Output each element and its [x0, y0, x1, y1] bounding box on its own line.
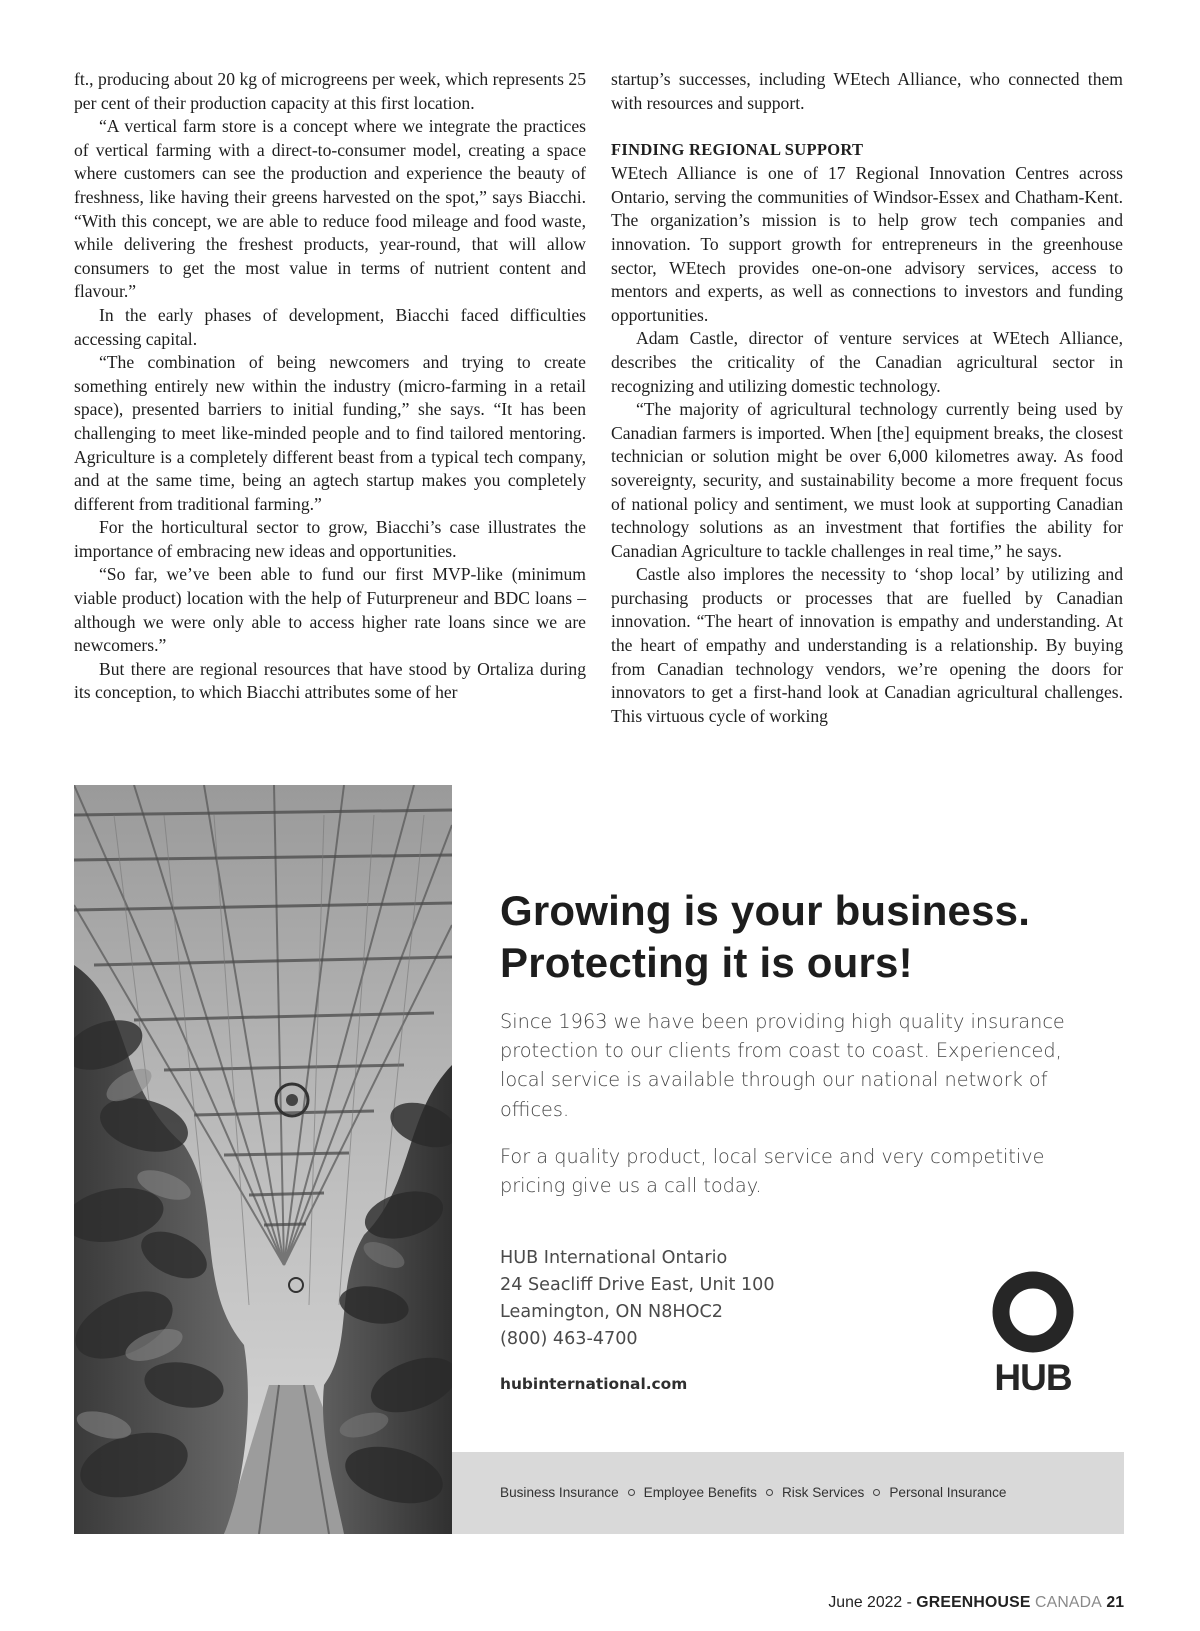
- article-paragraph: “The combination of being newcomers and trying to create something entirely new within the industry (micro-farming in a retail space), presented barriers to initial funding,” she says. “It has been challenging to meet like-minded people and to find tailored mentoring. Agriculture is a completely different beast from a typical tech company, and at the same time, being an agtech startup makes you completely different from traditional farming.”: [74, 352, 586, 514]
- ad-services-bar: [452, 1452, 1124, 1534]
- service-item: Personal Insurance: [889, 1485, 1007, 1500]
- hub-logo-text: HUB: [994, 1357, 1072, 1398]
- article-paragraph: Castle also implores the necessity to ‘shop local’ by utilizing and purchasing products or processes that are fuelled by Canadian innovation. “The heart of innovation is empathy and understanding. At the heart of empathy and understanding is a relationship. By buying from Canadian technology vendors, we’re opening the doors for innovators to get a first-hand look at Canadian agricultural challenges. This virtuous cycle of working: [611, 564, 1123, 726]
- article-paragraph: ft., producing about 20 kg of microgreens per week, which represents 25 per cent of their production capacity at this first location.: [74, 69, 586, 113]
- services-list: [500, 1485, 1006, 1500]
- article-paragraph: Adam Castle, director of venture services at WEtech Alliance, describes the criticality of the Canadian agricultural sector in recognizing and utilizing domestic technology.: [611, 328, 1123, 396]
- headline-line-1: Growing is your business.: [500, 887, 1031, 934]
- article-left-column: [74, 68, 586, 705]
- ad-paragraph: Since 1963 we have been providing high quality insurance protection to our clients from coast to coast. Experienced, local service is available through our national network of offices.: [500, 1010, 1065, 1121]
- magazine-name: GREENHOUSE: [916, 1594, 1031, 1611]
- bullet-icon: [766, 1489, 773, 1496]
- article-paragraph: “A vertical farm store is a concept where we integrate the practices of vertical farming with a direct-to-consumer model, creating a space where customers can see the production and experience the beauty of freshness, like having their greens harvested on the spot,” says Biacchi. “With this concept, we are able to reduce food mileage and food waste, while delivering the freshest products, year-round, that will allow consumers to get the most value in terms of nutrient content and flavour.”: [74, 116, 586, 302]
- article-paragraph: “The majority of agricultural technology currently being used by Canadian farmers is imported. When [the] equipment breaks, the closest technician or solution might be over 6,000 kilometres away. As food sovereignty, security, and sustainability become a more frequent focus of national policy and sentiment, we must look at supporting Canadian technology solutions as an investment that fortifies the ability for Canadian Agriculture to tackle challenges in real time,” he says.: [611, 399, 1123, 561]
- service-item: Employee Benefits: [643, 1485, 757, 1500]
- website-link[interactable]: hubinternational.com: [500, 1375, 688, 1394]
- service-item: Business Insurance: [500, 1485, 619, 1500]
- section-heading: FINDING REGIONAL SUPPORT: [611, 140, 864, 160]
- bullet-icon: [873, 1489, 880, 1496]
- address-line: Leamington, ON N8HOC2: [500, 1302, 723, 1323]
- page-number: 21: [1106, 1594, 1124, 1611]
- phone-number[interactable]: (800) 463-4700: [500, 1329, 638, 1350]
- article-paragraph: WEtech Alliance is one of 17 Regional Innovation Centres across Ontario, serving the communities of Windsor-Essex and Chatham-Kent. The organization’s mission is to help grow tech companies and innovation. To support growth for entrepreneurs in the greenhouse sector, WEtech provides one-on-one advisory services, access to mentors and experts, as well as connections to investors and funding opportunities.: [611, 163, 1123, 325]
- page-footer: [828, 1594, 1124, 1612]
- article-paragraph: In the early phases of development, Biacchi faced difficulties accessing capital.: [74, 304, 586, 349]
- article-right-column: [611, 68, 1123, 728]
- issue-date: June 2022 -: [828, 1594, 912, 1611]
- ad-headline: [500, 885, 1090, 989]
- article-paragraph: But there are regional resources that have stood by Ortaliza during its conception, to which Biacchi attributes some of her: [74, 658, 586, 703]
- greenhouse-photo: [74, 785, 452, 1534]
- address-line: 24 Seacliff Drive East, Unit 100: [500, 1275, 775, 1296]
- company-name: HUB International Ontario: [500, 1248, 728, 1269]
- headline-line-2: Protecting it is ours!: [500, 939, 913, 986]
- hub-advertisement: [74, 785, 1124, 1534]
- service-item: Risk Services: [781, 1485, 865, 1500]
- hub-logo: [982, 1270, 1084, 1400]
- article-paragraph: startup’s successes, including WEtech Alliance, who connected them with resources and support.: [611, 69, 1123, 113]
- hub-ring-icon: [982, 1270, 1084, 1360]
- bullet-icon: [628, 1489, 635, 1496]
- article-paragraph: “So far, we’ve been able to fund our first MVP-like (minimum viable product) location with the help of Futurpreneur and BDC loans – although we were only able to access higher rate loans since we are newcomers.”: [74, 564, 586, 656]
- magazine-name-suffix: CANADA: [1034, 1594, 1103, 1611]
- ad-paragraph: For a quality product, local service and very competitive pricing give us a call today.: [500, 1144, 1045, 1198]
- article-paragraph: For the horticultural sector to grow, Biacchi’s case illustrates the importance of embracing new ideas and opportunities.: [74, 517, 586, 561]
